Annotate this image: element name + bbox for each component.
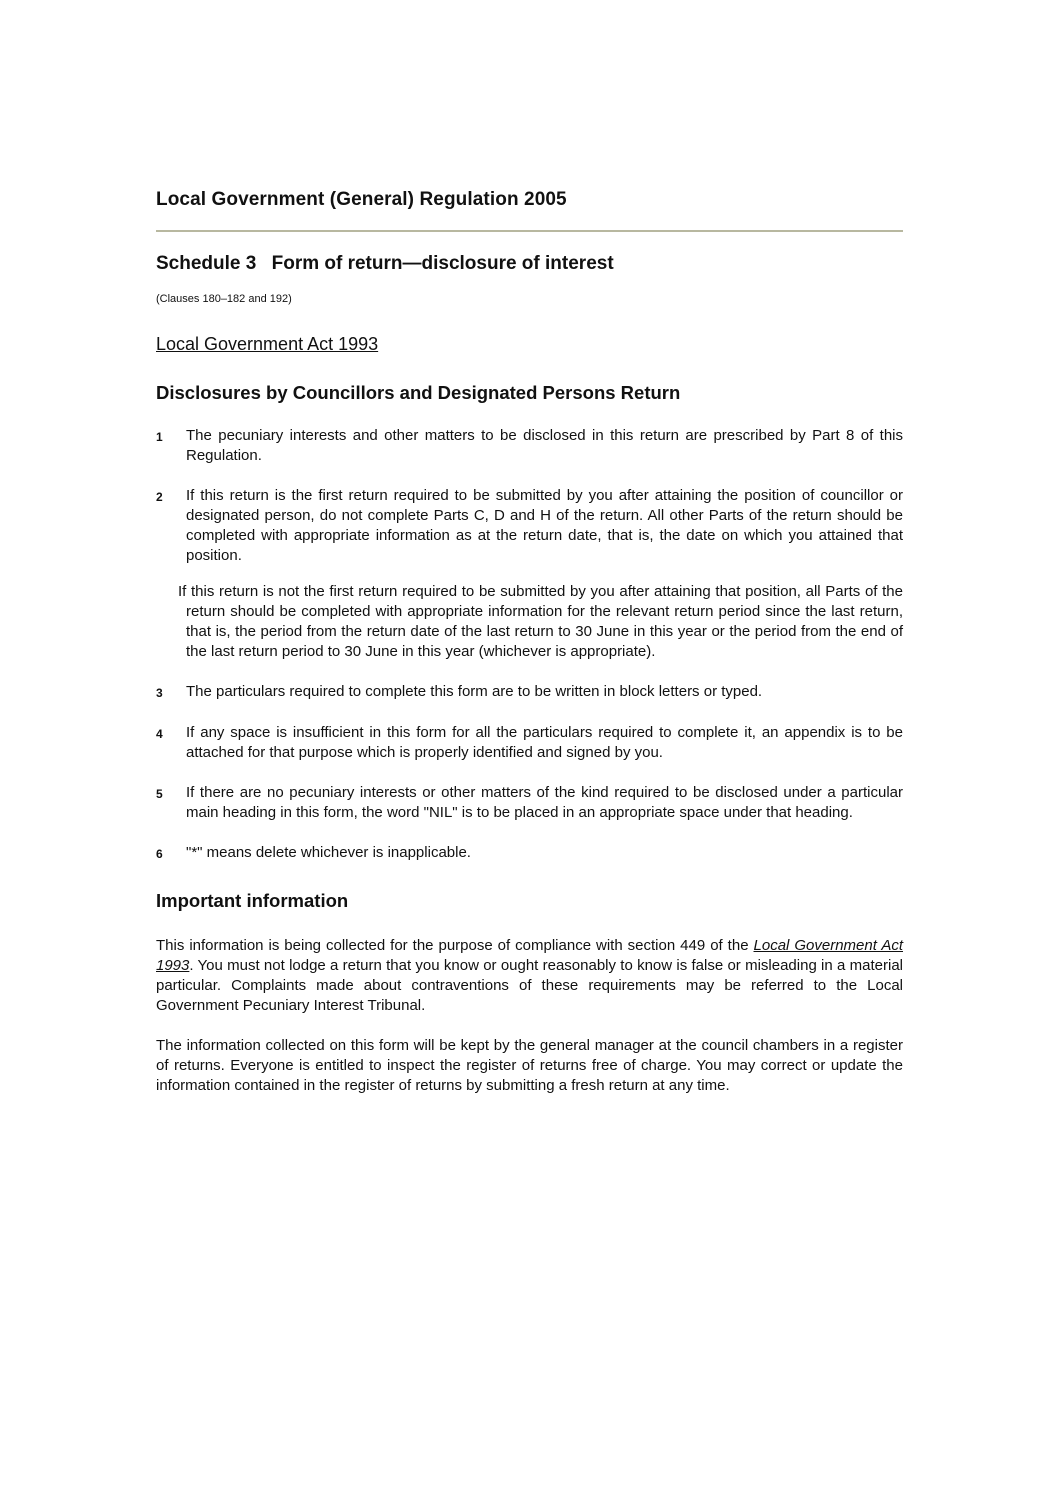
title-divider — [156, 230, 903, 232]
important-paragraph-1 — [156, 936, 903, 1016]
section-heading: Disclosures by Councillors and Designated Persons Return — [156, 382, 681, 403]
instruction-number: 5 — [156, 787, 163, 801]
instruction-number: 3 — [156, 686, 163, 700]
instruction-item — [156, 783, 903, 823]
schedule-number: Schedule 3 — [156, 253, 257, 274]
instruction-text: "*" means delete whichever is inapplicable. — [186, 844, 471, 861]
instruction-text: If any space is insufficient in this form for all the particulars required to complete it, an appendix is to be attached for that purpose which is properly identified and signed by you. — [186, 724, 903, 761]
act-reference: Local Government Act 1993 — [156, 937, 903, 974]
clauses-reference: (Clauses 180–182 and 192) — [156, 293, 292, 305]
instruction-text: The particulars required to complete this form are to be written in block letters or typed. — [186, 683, 763, 700]
act-name: Local Government Act 1993 — [156, 334, 379, 354]
instruction-text: If this return is the first return required to be submitted by you after attaining the position of councillor or designated person, do not complete Parts C, D and H of the return. All other Parts of the return should be completed with appropriate information as at the return date, that is, the date on which you attained that position. — [186, 487, 903, 564]
important-paragraph-2: The information collected on this form will be kept by the general manager at the council chambers in a register of returns. Everyone is entitled to inspect the register of returns free of charge. You may correct or update the information contained in the register of returns by submitting a fresh return at any time. — [156, 1037, 903, 1094]
instruction-item — [156, 682, 903, 703]
instruction-item — [156, 723, 903, 763]
important-heading: Important information — [156, 890, 349, 911]
instruction-continuation: If this return is not the first return required to be submitted by you after attaining that position, all Parts of the return should be completed with appropriate information for the relevant return period since the last return, that is, the period from the return date of the last return to 30 June in this year or the period from the end of the last return period to 30 June in this year (whichever is appropriate). — [178, 583, 903, 660]
instruction-item — [156, 426, 903, 466]
paragraph-text: This information is being collected for the purpose of compliance with section 449 of the — [156, 937, 754, 954]
instruction-item — [156, 486, 903, 566]
instructions-list — [156, 426, 903, 864]
instruction-text: The pecuniary interests and other matters to be disclosed in this return are prescribed by Part 8 of this Regulation. — [186, 427, 903, 464]
instruction-number: 2 — [156, 490, 163, 504]
schedule-title: Form of return—disclosure of interest — [271, 253, 614, 274]
instruction-text: If there are no pecuniary interests or other matters of the kind required to be disclosed under a particular main heading in this form, the word "NIL" is to be placed in an appropriate space under that heading. — [186, 784, 903, 821]
instruction-number: 4 — [156, 727, 163, 741]
document-title: Local Government (General) Regulation 2005 — [156, 189, 567, 210]
document-page — [156, 186, 903, 1111]
instruction-number: 1 — [156, 430, 163, 444]
instruction-number: 6 — [156, 847, 163, 861]
paragraph-text: . You must not lodge a return that you know or ought reasonably to know is false or misleading in a material particular. Complaints made about contraventions of these requirements may be referred to the Local Government Pecuniary Interest Tribunal. — [156, 957, 903, 1014]
schedule-heading — [156, 250, 903, 278]
instruction-item — [156, 843, 903, 864]
